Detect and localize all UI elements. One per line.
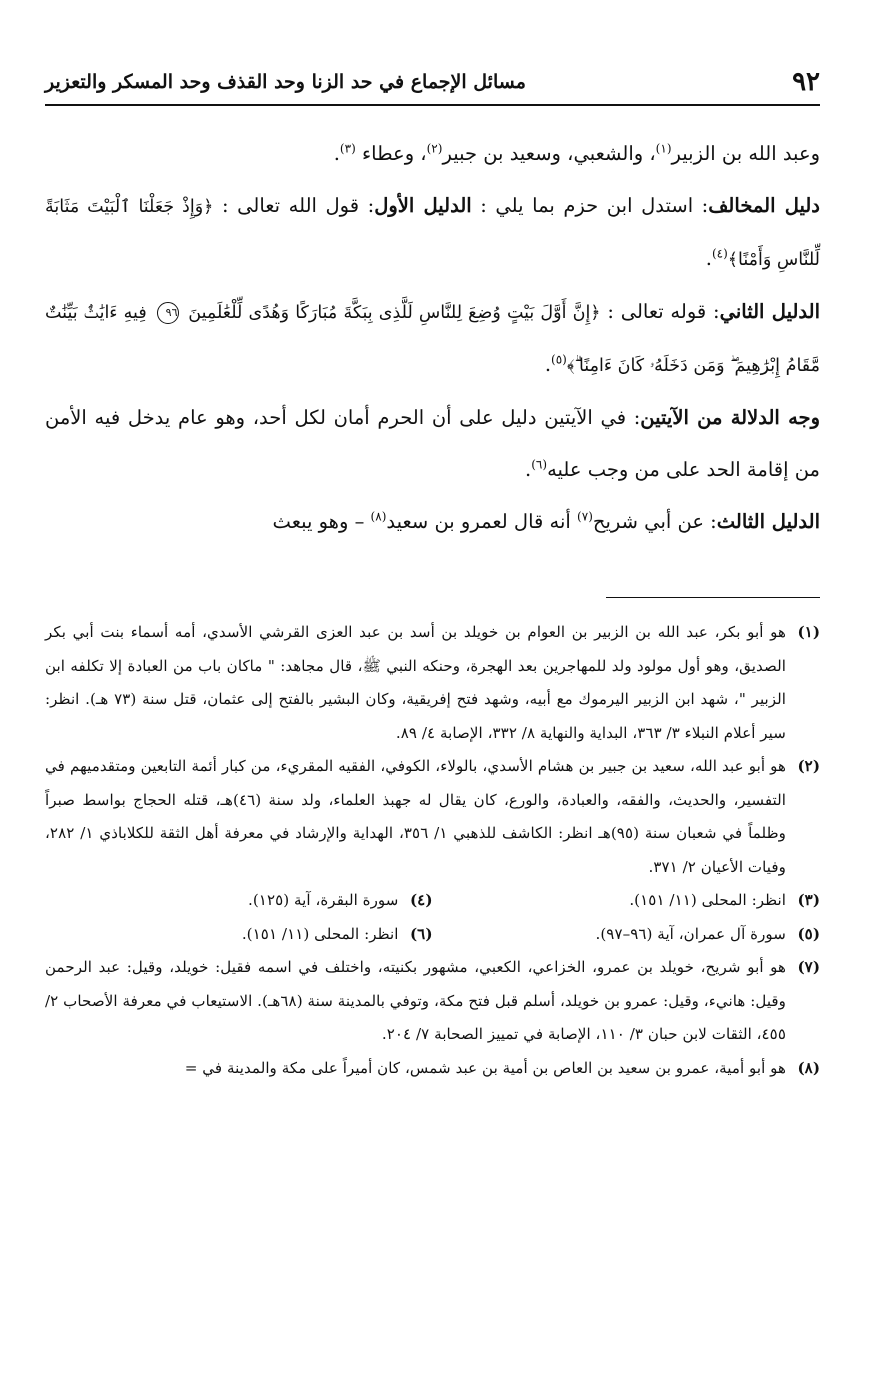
footnote-ref[interactable]: (٨) bbox=[370, 509, 387, 524]
footnote-text: هو أبو عبد الله، سعيد بن جبير بن هشام الأسدي، بالولاء، الكوفي، الفقيه المقريء، من كبار أئمة التابعين ومتقدميهم في التفسير، والحديث، والفقه، والعبادة، والورع، كان يقال له جهبذ العلماء، ولد سنة (٤٦)هـ، قتله الحجاج بواسط صبراً وظلماً في شعبان سنة (٩٥)هـ انظر: الكاشف للذهبي ١/ ٣٥٦، الهداية والإرشاد في معرفة أهل الثقة للكلاباذي ١/ ٢٨٢، وفيات الأعيان ٢/ ٣٧١. bbox=[45, 757, 786, 876]
footnote-ref[interactable]: (١) bbox=[655, 141, 672, 156]
heading-first-evidence: الدليل الأول bbox=[374, 194, 472, 217]
quran-verse: فِيهِ ءَايَٰتٌۢ بَيِّنَٰتٌ مَّقَامُ إِبْرَٰهِيمَ ۖ وَمَن دَخَلَهُۥ كَانَ ءَامِنًا ۗ﴾ bbox=[45, 303, 820, 376]
footnote-ref[interactable]: (٣) bbox=[339, 141, 356, 156]
footnote-number: (٤) bbox=[409, 891, 433, 909]
footnote-3 bbox=[433, 884, 821, 918]
footnote-4 bbox=[45, 884, 433, 918]
paragraph-5: الدليل الثالث: عن أبي شريح$^{(٧)}$ أنه قال لعمرو بن سعيد$^{(٨)}$ – وهو يبعث bbox=[272, 509, 820, 533]
footnotes bbox=[45, 616, 820, 1085]
heading-inference: وجه الدلالة من الآيتين bbox=[640, 406, 820, 429]
footnote-text: هو أبو بكر، عبد الله بن الزبير بن العوام بن خويلد بن أسد بن عبد العزى القرشي الأسدي، أمه أسماء بنت أبي بكر الصديق، وهو أول مولود ولد للمهاجرين بعد الهجرة، وحنكه النبي ﷺ، قال مجاهد: " ماكان باب من العبادة إلا تكلفه ابن الزبير "، شهد ابن الزبير اليرموك مع أبيه، وشهد فتح إفريقية، وكان البشير بالفتح إلى عثمان، قتل سنة (٧٣ هـ). انظر: سير أعلام النبلاء ٣/ ٣٦٣، البداية والنهاية ٨/ ٣٣٢، الإصابة ٤/ ٨٩. bbox=[45, 623, 786, 742]
footnote-2 bbox=[45, 750, 820, 884]
paragraph-3: الدليل الثاني: قوله تعالى : ﴿إِنَّ أَوَّلَ بَيْتٍ وُضِعَ لِلنَّاسِ لَلَّذِى بِبَكَّةَ مُبَارَكًا وَهُدًى لِّلْعَٰلَمِينَ ٩٦ فِيهِ ءَايَٰتٌۢ بَيِّنَٰتٌ مَّقَامُ إِبْرَٰهِيمَ ۖ وَمَن دَخَلَهُۥ كَانَ ءَامِنًا ۗ﴾$^{(٥)}$. bbox=[45, 300, 820, 376]
heading-second-evidence: الدليل الثاني bbox=[719, 300, 820, 323]
header-divider bbox=[45, 104, 820, 106]
footnote-row-3-4 bbox=[45, 884, 820, 918]
footnote-ref[interactable]: (٤) bbox=[711, 246, 728, 261]
footnote-8 bbox=[45, 1052, 820, 1086]
ayah-number-marker: ٩٦ bbox=[157, 302, 179, 324]
paragraph-1: وعبد الله بن الزبير$^{(١)}$، والشعبي، وسعيد بن جبير$^{(٢)}$، وعطاء $^{(٣)}$. bbox=[333, 141, 820, 165]
footnote-ref[interactable]: (٢) bbox=[426, 141, 443, 156]
running-title: مسائل الإجماع في حد الزنا وحد القذف وحد المسكر والتعزير bbox=[45, 71, 526, 93]
footnote-text: سورة البقرة، آية (١٢٥). bbox=[248, 891, 399, 909]
footnote-ref[interactable]: (٥) bbox=[551, 352, 567, 367]
footnote-1 bbox=[45, 616, 820, 750]
footnote-text: انظر: المحلى (١١/ ١٥١). bbox=[629, 891, 786, 909]
footnote-ref[interactable]: (٦) bbox=[531, 457, 548, 472]
footnote-row-5-6 bbox=[45, 918, 820, 952]
footnote-number: (٦) bbox=[409, 924, 433, 943]
quran-verse: ﴿وَإِذْ جَعَلْنَا ٱلْبَيْتَ مَثَابَةً لِّلنَّاسِ وَأَمْنًا﴾ bbox=[45, 197, 820, 270]
main-text bbox=[45, 128, 820, 548]
footnote-5 bbox=[433, 918, 821, 952]
footnote-number: (٥) bbox=[797, 924, 820, 943]
footnote-number: (٣) bbox=[797, 891, 820, 909]
paragraph-4: وجه الدلالة من الآيتين: في الآيتين دليل على أن الحرم أمان لكل أحد، وهو عام يدخل فيه الأمن من إقامة الحد على من وجب عليه$^{(٦)}$. bbox=[45, 406, 820, 481]
heading-third-evidence: الدليل الثالث bbox=[716, 510, 820, 533]
footnote-number: (٢) bbox=[797, 757, 820, 775]
footnote-7 bbox=[45, 951, 820, 1052]
page-header bbox=[45, 60, 820, 104]
paragraph-2: دليل المخالف: استدل ابن حزم بما يلي : الدليل الأول: قول الله تعالى : ﴿وَإِذْ جَعَلْنَا ٱلْبَيْتَ مَثَابَةً لِّلنَّاسِ وَأَمْنًا﴾$^{(٤)}$. bbox=[45, 194, 820, 270]
heading-opponent-evidence: دليل المخالف bbox=[708, 194, 820, 217]
footnote-text: هو أبو شريح، خويلد بن عمرو، الخزاعي، الكعبي، مشهور بكنيته، واختلف في اسمه فقيل: خويلد، وقيل: عبد الرحمن وقيل: هانيء، وقيل: عمرو بن خويلد، أسلم قبل فتح مكة، وتوفي بالمدينة سنة (٦٨هـ). الاستيعاب في معرفة الأصحاب ٢/ ٤٥٥، الثقات لابن حبان ٣/ ١١٠، الإصابة في تمييز الصحابة ٧/ ٢٠٤. bbox=[45, 958, 786, 1043]
footnote-ref[interactable]: (٧) bbox=[577, 509, 593, 524]
page-number: ٩٢ bbox=[792, 67, 820, 97]
quran-verse: ﴿إِنَّ أَوَّلَ بَيْتٍ وُضِعَ لِلنَّاسِ لَلَّذِى بِبَكَّةَ مُبَارَكًا وَهُدًى لِّلْعَٰلَمِينَ bbox=[188, 303, 601, 323]
footnote-number: (٧) bbox=[797, 958, 820, 976]
footnote-text: انظر: المحلى (١١/ ١٥١). bbox=[241, 924, 399, 943]
footnote-text: هو أبو أمية، عمرو بن سعيد بن العاص بن أمية بن عبد شمس، كان أميراً على مكة والمدينة في = bbox=[184, 1058, 786, 1077]
footnote-divider bbox=[606, 597, 820, 598]
footnote-number: (٨) bbox=[797, 1058, 820, 1077]
footnote-6 bbox=[45, 918, 433, 952]
footnote-number: (١) bbox=[797, 623, 820, 641]
footnote-text: سورة آل عمران، آية (٩٦–٩٧). bbox=[595, 924, 786, 943]
